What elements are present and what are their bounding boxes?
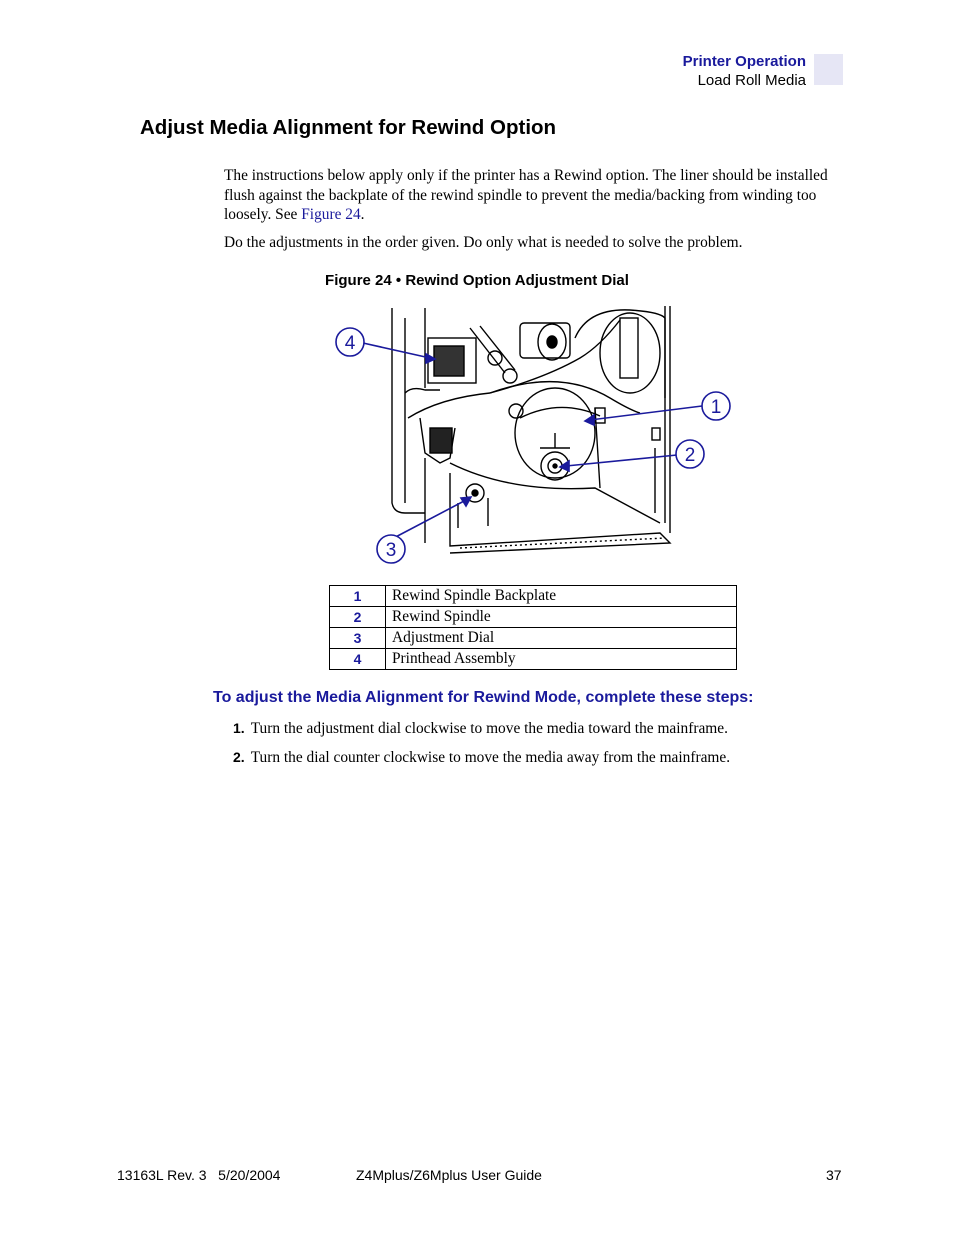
leader-3 xyxy=(388,500,466,541)
callout-badges xyxy=(336,328,730,563)
page-title: Adjust Media Alignment for Rewind Option xyxy=(140,116,557,139)
intro-text: The instructions below apply only if the printer has a Rewind option. The liner should be installed flush against the backplate of the rewind spindle to prevent the media/backing from winding too loosely. See xyxy=(224,167,828,223)
figure-caption: Figure 24 • Rewind Option Adjustment Dial xyxy=(325,272,629,289)
callout-leaders xyxy=(363,343,702,541)
step-number: 2. xyxy=(233,749,245,765)
intro-paragraph-2: Do the adjustments in the order given. Do only what is needed to solve the problem. xyxy=(224,234,743,251)
callout-3 xyxy=(377,535,405,563)
footer-revision: 13163L Rev. 3 5/20/2004 xyxy=(117,1167,281,1183)
footer-guide-title: Z4Mplus/Z6Mplus User Guide xyxy=(356,1167,542,1183)
callout-1 xyxy=(702,392,730,420)
procedure-title: To adjust the Media Alignment for Rewind Mode, complete these steps: xyxy=(213,689,754,706)
footer-page-number: 37 xyxy=(826,1167,842,1183)
running-header xyxy=(683,52,806,90)
legend-number: 2 xyxy=(330,607,386,628)
legend-label: Adjustment Dial xyxy=(386,628,737,649)
figure-link[interactable]: Figure 24 xyxy=(301,206,361,223)
procedure-step-1 xyxy=(233,719,728,738)
legend-row xyxy=(330,586,737,607)
printer-line-drawing xyxy=(392,306,670,553)
leader-3-arrowhead xyxy=(461,497,471,506)
legend-number: 1 xyxy=(330,586,386,607)
legend-row xyxy=(330,607,737,628)
printer-illustration xyxy=(330,298,740,570)
callout-4 xyxy=(336,328,364,356)
intro-paragraph-1 xyxy=(224,166,844,225)
callout-1-label: 1 xyxy=(710,397,722,418)
legend-label: Rewind Spindle Backplate xyxy=(386,586,737,607)
legend-number: 4 xyxy=(330,649,386,670)
legend-label: Printhead Assembly xyxy=(386,649,737,670)
callout-2-label: 2 xyxy=(684,445,696,466)
callout-2 xyxy=(676,440,704,468)
leader-1-arrowhead xyxy=(585,415,594,425)
intro-text-end: . xyxy=(360,206,365,223)
chapter-tab xyxy=(814,54,843,85)
legend-row xyxy=(330,628,737,649)
leader-1 xyxy=(590,406,702,420)
header-section: Printer Operation xyxy=(682,53,806,70)
header-subsection: Load Roll Media xyxy=(697,72,806,89)
procedure-step-2 xyxy=(233,748,730,767)
legend-label: Rewind Spindle xyxy=(386,607,737,628)
legend-number: 3 xyxy=(330,628,386,649)
leader-4 xyxy=(363,343,430,358)
leader-2 xyxy=(566,455,677,466)
step-number: 1. xyxy=(233,720,245,736)
callout-legend-table xyxy=(329,585,737,670)
step-text: Turn the dial counter clockwise to move the media away from the mainframe. xyxy=(250,749,731,766)
legend-row xyxy=(330,649,737,670)
step-text: Turn the adjustment dial clockwise to move the media toward the mainframe. xyxy=(250,720,728,737)
callout-4-label: 4 xyxy=(344,333,356,354)
callout-3-label: 3 xyxy=(385,540,397,561)
